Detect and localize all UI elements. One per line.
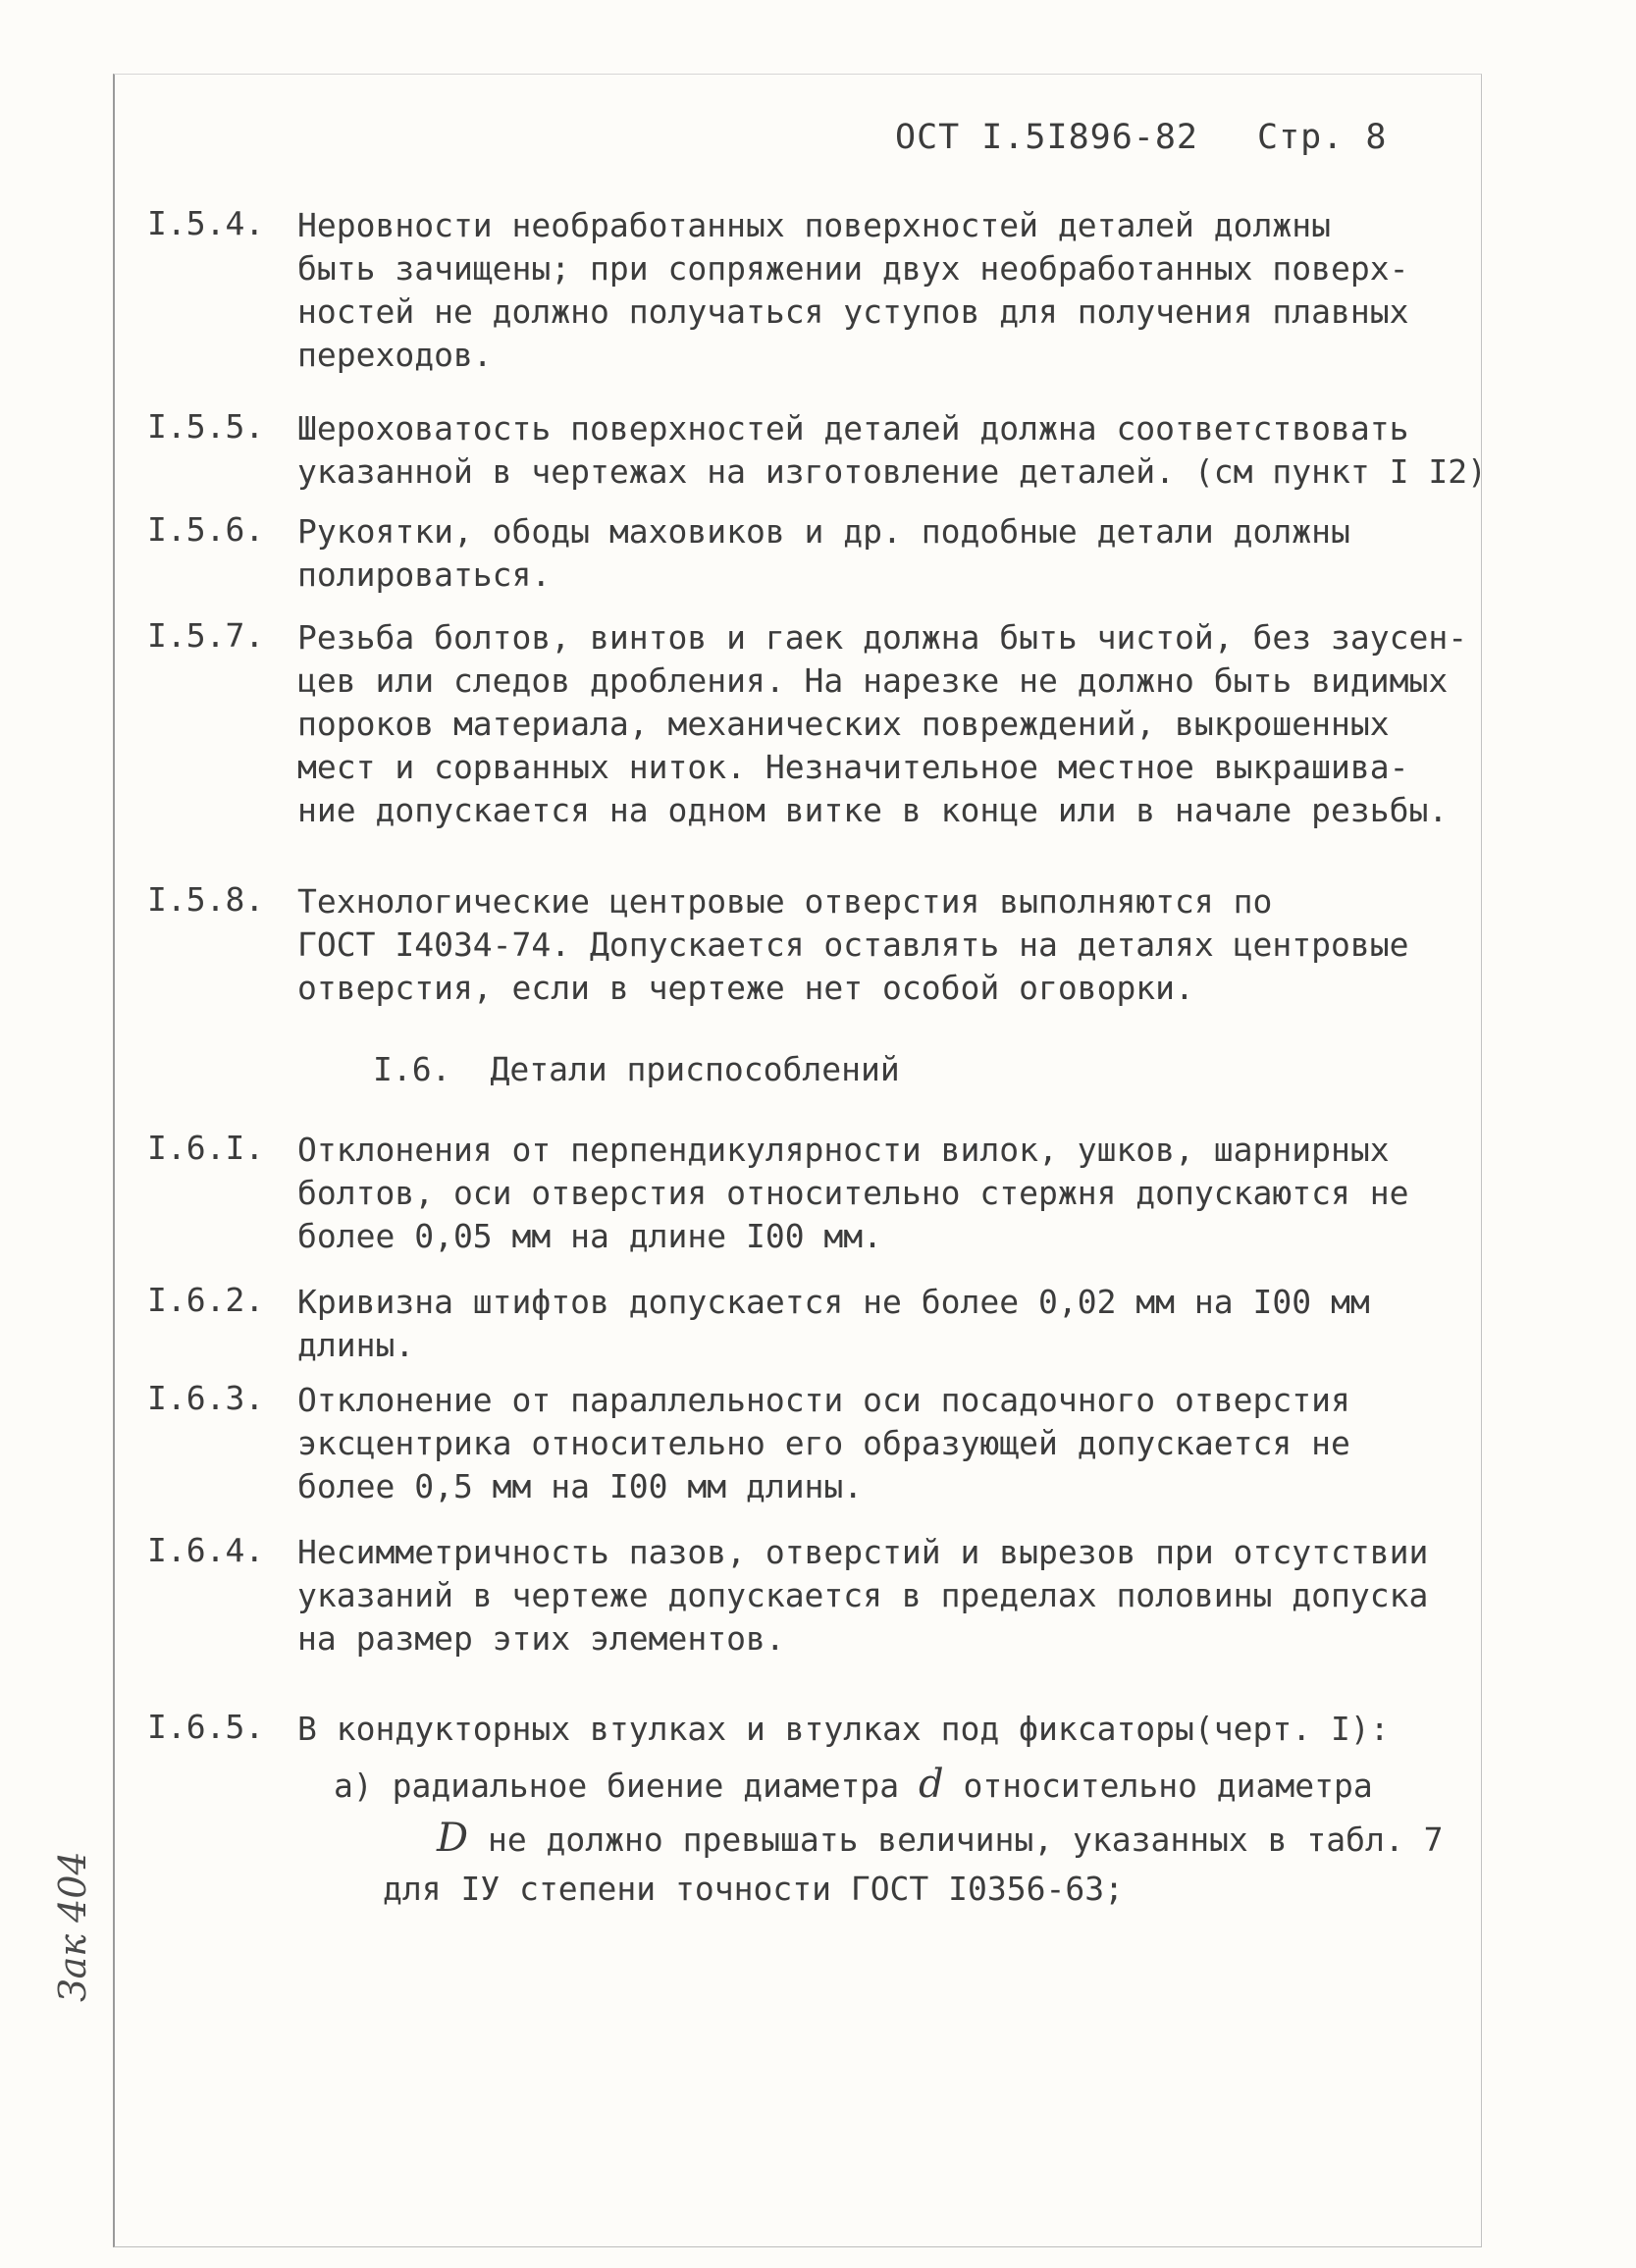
clause-number: I.6.I. [147,1129,265,1167]
clause-text: Резьба болтов, винтов и гаек должна быть чистой, без заусен- цев или следов дробления. На нарезке не должно быть видимых пороков материала, механических повреждений, выкрошенных мест и сорванных ниток. Незначительное местное выкрашива- ние допускается на одном витке в конце или в начале резьбы. [297,618,1468,829]
clause-text: Технологические центровые отверстия выполняются по ГОСТ I4034-74. Допускается оставлять на деталях центровые отверстия, если в чертеже нет особой оговорки. [297,882,1409,1007]
clause-text: Неровности необработанных поверхностей деталей должны быть зачищены; при сопряжении двух необработанных поверх- ностей не должно получаться уступов для получения плавных переходов. [297,206,1409,374]
clause-text: Рукоятки, ободы маховиков и др. подобные детали должны полироваться. [297,512,1350,594]
clause-text: Отклонения от перпендикулярности вилок, ушков, шарнирных болтов, оси отверстия относительно стержня допускаются не более 0,05 мм на длине I00 мм. [297,1131,1409,1255]
page-number: Стр. 8 [1257,118,1388,157]
subclause-a-line-1: а) радиальное биение диаметра d относительно диаметра [334,1762,1373,1807]
symbol-d: d [919,1762,944,1807]
page-header [895,118,1387,157]
handwritten-note: Зак 404 [51,1851,94,2002]
symbol-D: D [437,1816,469,1861]
clause-number: I.6.2. [147,1281,265,1319]
clause-number: I.6.4. [147,1531,265,1569]
clause-number: I.5.8. [147,880,265,919]
clause-number: I.6.3. [147,1379,265,1417]
subclause-a-line-3: для IУ степени точности ГОСТ I0356-63; [383,1870,1124,1908]
clause-text: В кондукторных втулках и втулках под фиксаторы(черт. I): [297,1710,1390,1748]
document-code: ОСТ I.5I896-82 [895,118,1199,157]
clause-text: Шероховатость поверхностей деталей должна соответствовать указанной в чертежах на изготовление деталей. (см пункт I I2) [297,409,1487,491]
clause-number: I.5.4. [147,204,265,242]
section-title [373,1050,900,1088]
clause-text: Кривизна штифтов допускается не более 0,02 мм на I00 мм длины. [297,1283,1370,1364]
subclause-a-line-2: D не должно превышать величины, указанных в табл. 7 [437,1816,1444,1861]
clause-number: I.6.5. [147,1708,265,1746]
clause-number: I.5.6. [147,510,265,549]
clause-text: Несимметричность пазов, отверстий и вырезов при отсутствии указаний в чертеже допускается в пределах половины допуска на размер этих элементов. [297,1533,1429,1658]
clause-number: I.5.5. [147,407,265,446]
clause-number: I.5.7. [147,616,265,655]
section-heading: Детали приспособлений [490,1050,900,1088]
clause-text: Отклонение от параллельности оси посадочного отверстия эксцентрика относительно его образующей допускается не более 0,5 мм на I00 мм длины. [297,1381,1350,1505]
section-number: I.6. [373,1050,451,1088]
